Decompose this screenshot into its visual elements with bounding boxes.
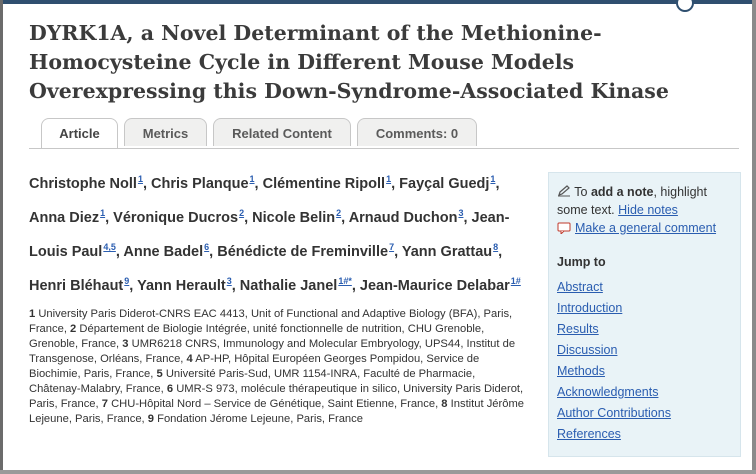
jump-to-list: [557, 277, 671, 445]
tab-related-content[interactable]: Related Content: [213, 118, 351, 146]
jump-link-abstract[interactable]: Abstract: [557, 280, 603, 294]
author-name: Anna Diez: [29, 210, 100, 226]
jump-link-introduction[interactable]: Introduction: [557, 301, 623, 315]
affiliation-text: Université Paris-Sud, UMR 1154-INRA, Faculté de Pharmacie, Châtenay-Malabry, France,: [29, 368, 476, 395]
author-name: Arnaud Duchon: [348, 210, 458, 226]
jump-link-references[interactable]: References: [557, 427, 621, 441]
affiliation-link[interactable]: 1: [386, 174, 392, 184]
window-frame-right: [752, 0, 756, 474]
jump-link-acknowledgments[interactable]: Acknowledgments: [557, 385, 659, 399]
general-comment-row: [557, 221, 716, 235]
author-name: Clémentine Ripoll: [262, 176, 386, 192]
affiliation-number: 8: [441, 398, 448, 410]
author-name: Véronique Ducros: [113, 210, 239, 226]
tab-article[interactable]: Article: [41, 118, 118, 149]
jump-link-author-contributions[interactable]: Author Contributions: [557, 406, 671, 420]
affiliation-text: Fondation Jérome Lejeune, Paris, France: [157, 413, 363, 425]
affiliation-link[interactable]: 1#*: [338, 276, 352, 286]
affiliation-link[interactable]: 1: [249, 174, 255, 184]
affiliation-text: UMR6218 CNRS, Immunology and Molecular Embryology, UPS44, Institut de Transgenose, Orléans, France,: [29, 338, 516, 365]
author-list: Christophe Noll$^1$, Chris Planque$^1$, Clémentine Ripoll$^1$, Fayçal Guedj$^1$, Anna Diez$^1$, Véronique Ducros$^2$, Nicole Belin$^2$, Arnaud Duchon$^3$, Jean-Louis Paul$^{4,5}$, Anne Badel$^6$, Bénédicte de Freminville$^7$, Yann Grattau$^8$, Henri Bléhaut$^9$, Yann Herault$^3$, Nathalie Janel$^{1\#*}$, Jean-Maurice Delabar$^{1\#}$: [29, 174, 521, 294]
add-note-hint: [557, 183, 735, 219]
circle-icon[interactable]: [676, 0, 694, 12]
affiliation-text: UMR-S 973, molécule thérapeutique in silico, University Paris Diderot, Paris, France,: [29, 383, 524, 410]
author-name: Yann Herault: [137, 278, 226, 294]
hide-notes-link[interactable]: Hide notes: [618, 203, 678, 217]
affiliation-link[interactable]: 6: [204, 242, 210, 252]
article-title: [29, 19, 719, 106]
affiliation-number: 2: [70, 323, 77, 335]
notes-sidebar: [548, 172, 741, 457]
affiliation-number: 5: [156, 368, 163, 380]
affiliation-link[interactable]: 7: [389, 242, 395, 252]
author-name: Christophe Noll: [29, 176, 137, 192]
affiliation-link[interactable]: 3: [226, 276, 232, 286]
affiliation-text: Département de Biologie Intégrée, unité fonctionnelle de nutrition, CHU Grenoble, Grenoble, France,: [29, 323, 485, 350]
affiliation-link[interactable]: 2: [239, 208, 245, 218]
header-bar: [3, 0, 752, 4]
author-name: Nicole Belin: [252, 210, 336, 226]
tab-metrics[interactable]: Metrics: [124, 118, 207, 146]
affiliation-link[interactable]: 9: [124, 276, 130, 286]
affiliation-number: 4: [186, 353, 193, 365]
author-name: Jean-Louis Paul: [29, 210, 510, 260]
title-line: Overexpressing this Down-Syndrome-Associated Kinase: [29, 79, 669, 103]
title-line: Homocysteine Cycle in Different Mouse Models: [29, 50, 575, 74]
general-comment-link[interactable]: Make a general comment: [575, 221, 717, 235]
affiliation-link[interactable]: 1: [490, 174, 496, 184]
note-bold: add a note: [590, 185, 654, 199]
author-name: Henri Bléhaut: [29, 278, 124, 294]
affiliation-link[interactable]: 1: [100, 208, 106, 218]
affiliation-text: University Paris Diderot-CNRS EAC 4413, Unit of Functional and Adaptive Biology (BFA), Paris, France,: [29, 308, 513, 335]
author-name: Nathalie Janel: [239, 278, 338, 294]
title-line: DYRK1A, a Novel Determinant of the Methionine-: [29, 21, 602, 45]
affiliation-number: 9: [147, 413, 155, 425]
tab-divider: [29, 148, 739, 149]
author-name: Chris Planque: [151, 176, 249, 192]
window-frame-bottom: [0, 470, 756, 474]
affiliation-link[interactable]: 1: [137, 174, 143, 184]
affiliation-link[interactable]: 8: [493, 242, 499, 252]
comment-icon: [557, 222, 571, 234]
author-name: Yann Grattau: [401, 244, 493, 260]
author-name: Fayçal Guedj: [399, 176, 490, 192]
note-prefix: To: [574, 185, 591, 199]
affiliation-number: 7: [101, 398, 108, 410]
author-name: Jean-Maurice Delabar: [359, 278, 510, 294]
note-suffix: , highlight some text.: [557, 185, 707, 217]
affiliation-number: 6: [166, 383, 174, 395]
window-frame-left: [0, 0, 3, 474]
jump-link-results[interactable]: Results: [557, 322, 599, 336]
affiliation-text: AP-HP, Hôpital Européen Georges Pompidou, Service de Biochimie, Paris, France,: [29, 353, 480, 380]
affiliation-link[interactable]: 4,5: [103, 242, 116, 252]
author-name: Anne Badel: [123, 244, 204, 260]
affiliation-number: 3: [122, 338, 129, 350]
jump-link-methods[interactable]: Methods: [557, 364, 605, 378]
pencil-icon: [557, 185, 571, 197]
affiliation-text: CHU-Hôpital Nord – Service de Génétique, Saint Etienne, France,: [111, 398, 439, 410]
affiliation-number: 1: [29, 308, 36, 320]
author-name: Bénédicte de Freminville: [217, 244, 389, 260]
jump-link-discussion[interactable]: Discussion: [557, 343, 618, 357]
affiliation-link[interactable]: 2: [336, 208, 342, 218]
tab-comments[interactable]: Comments: 0: [357, 118, 477, 146]
jump-to-heading: Jump to: [557, 255, 606, 269]
affiliations: [29, 307, 524, 427]
affiliation-link[interactable]: 3: [458, 208, 464, 218]
affiliation-link[interactable]: 1#: [510, 276, 521, 286]
affiliation-text: Institut Jérôme Lejeune, Paris, France,: [29, 398, 525, 425]
